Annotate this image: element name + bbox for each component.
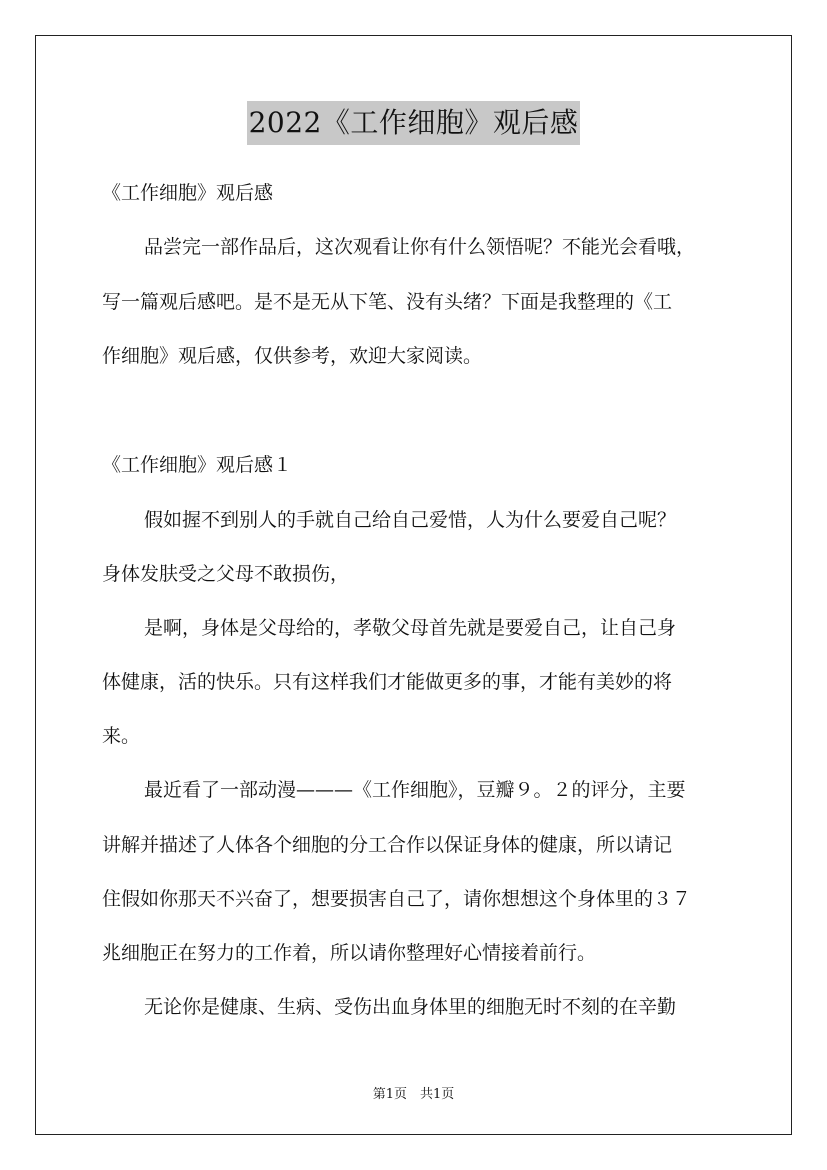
section-heading: 《工作细胞》观后感１ [102, 454, 293, 476]
section-heading: 《工作细胞》观后感 [102, 182, 274, 204]
paragraph-line: 品尝完一部作品后，这次观看让你有什么领悟呢？不能光会看哦， [144, 236, 696, 258]
page-footer: 第1页 共1页 [372, 1087, 455, 1102]
paragraph-line: 最近看了一部动漫———《工作细胞》，豆瓣９。２的评分，主要 [144, 779, 686, 801]
paragraph-line: 讲解并描述了人体各个细胞的分工合作以保证身体的健康，所以请记 [102, 834, 673, 856]
document-title: 2022《工作细胞》观后感 [247, 101, 581, 145]
paragraph-line: 兆细胞正在努力的工作着，所以请你整理好心情接着前行。 [102, 942, 597, 964]
title-wrap [0, 101, 827, 145]
paragraph-line: 作细胞》观后感，仅供参考，欢迎大家阅读。 [102, 345, 483, 367]
paragraph-line: 来。 [102, 725, 141, 747]
paragraph-line: 写一篇观后感吧。是不是无从下笔、没有头绪？下面是我整理的《工 [102, 291, 673, 313]
paragraph-line: 无论你是健康、生病、受伤出血身体里的细胞无时不刻的在辛勤 [144, 996, 677, 1018]
paragraph-line: 住假如你那天不兴奋了，想要损害自己了，请你想想这个身体里的３７ [102, 888, 692, 910]
paragraph-line: 身体发肤受之父母不敢损伤， [102, 563, 350, 585]
paragraph-line: 是啊，身体是父母给的，孝敬父母首先就是要爱自己，让自己身 [144, 617, 677, 639]
paragraph-line: 假如握不到别人的手就自己给自己爱惜，人为什么要爱自己呢？ [144, 509, 677, 531]
paragraph-line: 体健康，活的快乐。只有这样我们才能做更多的事，才能有美妙的将 [102, 671, 673, 693]
